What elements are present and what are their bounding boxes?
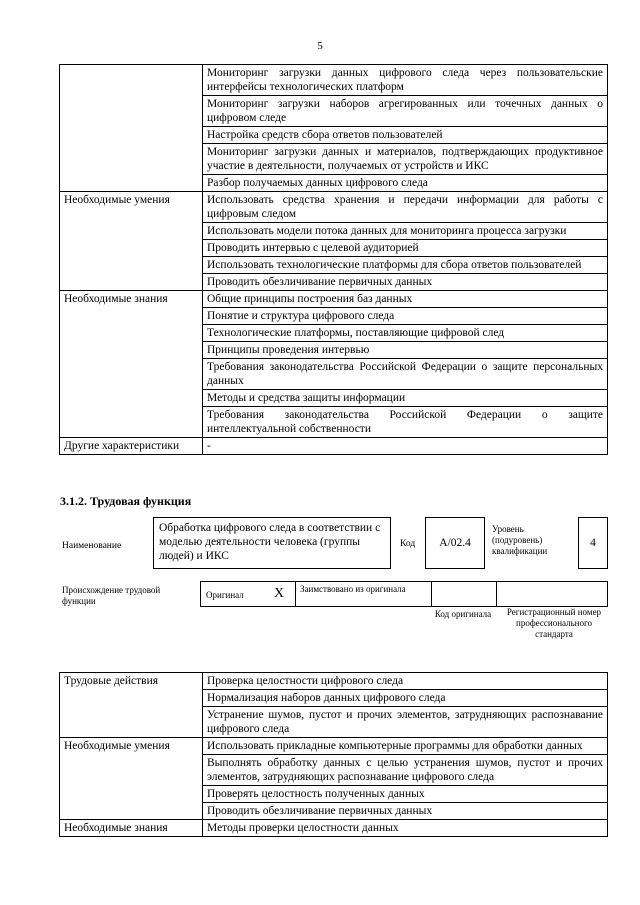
origin-box	[200, 581, 608, 607]
function-name-box	[153, 517, 391, 569]
level-label: Уровень (подуровень) квалификации	[492, 524, 548, 556]
name-label: Наименование	[62, 541, 122, 551]
row-label: Трудовые действия	[60, 673, 203, 738]
row-item: Принципы проведения интервью	[203, 342, 608, 359]
table-row	[60, 820, 608, 837]
row-item: Использовать модели потока данных для мониторинга процесса загрузки	[203, 223, 608, 240]
level-value: 4	[590, 537, 596, 549]
code-box	[425, 517, 485, 569]
row-item: Проводить интервью с целевой аудиторией	[203, 240, 608, 257]
row-label: Необходимые умения	[60, 738, 203, 820]
row-label: Необходимые знания	[60, 291, 203, 438]
row-item: Мониторинг загрузки данных и материалов, подтверждающих продуктивное участие в деятельности, получаемых от устройств и ИКС	[203, 144, 608, 175]
row-item: Разбор получаемых данных цифрового следа	[203, 175, 608, 192]
row-item: Методы и средства защиты информации	[203, 390, 608, 407]
function-name-value: Обработка цифрового следа в соответствии с моделью деятельности человека (группы людей) и ИКС	[159, 522, 381, 562]
table-row	[60, 438, 608, 455]
row-item: Проверять целостность полученных данных	[203, 786, 608, 803]
row-item: Проверка целостности цифрового следа	[203, 673, 608, 690]
original-label: Оригинал	[206, 590, 244, 600]
code-caption: Код оригинала	[434, 609, 492, 619]
row-label: Необходимые умения	[60, 192, 203, 291]
row-item: Использовать средства хранения и передачи информации для работы с цифровым следом	[203, 192, 608, 223]
section-title: 3.1.2. Трудовая функция	[60, 494, 192, 508]
original-mark: X	[274, 586, 285, 601]
borrowed-label: Заимствовано из оригинала	[300, 584, 406, 594]
competency-table-1	[59, 64, 608, 455]
row-item: Требования законодательства Российской Федерации о защите персональных данных	[203, 359, 608, 390]
row-item: Мониторинг загрузки наборов агрегированных или точечных данных о цифровом следе	[203, 96, 608, 127]
competency-table-2	[59, 672, 608, 837]
row-item: Настройка средств сбора ответов пользователей	[203, 127, 608, 144]
row-item: Методы проверки целостности данных	[203, 820, 608, 837]
table-row	[60, 291, 608, 308]
row-item: Использовать технологические платформы для сбора ответов пользователей	[203, 257, 608, 274]
row-item: Выполнять обработку данных с целью устранения шумов, пустот и прочих элементов, затрудняющих распознавание цифрового следа	[203, 755, 608, 786]
row-item: Понятие и структура цифрового следа	[203, 308, 608, 325]
table-row	[60, 192, 608, 223]
row-item: Проводить обезличивание первичных данных	[203, 274, 608, 291]
row-label: Другие характеристики	[60, 438, 203, 455]
table-row	[60, 673, 608, 690]
origin-label: Происхождение трудовой функции	[62, 585, 161, 606]
code-value: A/02.4	[439, 537, 471, 549]
table-row	[60, 738, 608, 755]
level-box	[578, 517, 608, 569]
row-item: Общие принципы построения баз данных	[203, 291, 608, 308]
row-item: Нормализация наборов данных цифрового следа	[203, 690, 608, 707]
row-item: Устранение шумов, пустот и прочих элементов, затрудняющих распознавание цифрового следа	[203, 707, 608, 738]
row-item: Требования законодательства Российской Федерации о защите интеллектуальной собственности	[203, 407, 608, 438]
row-label	[60, 65, 203, 192]
code-label: Код	[400, 539, 416, 549]
row-label: Необходимые знания	[60, 820, 203, 837]
row-item: Проводить обезличивание первичных данных	[203, 803, 608, 820]
row-item: Использовать прикладные компьютерные программы для обработки данных	[203, 738, 608, 755]
row-item: -	[203, 438, 608, 455]
page-number: 5	[317, 40, 323, 52]
table-row	[60, 65, 608, 96]
reg-caption: Регистрационный номер профессионального стандарта	[506, 607, 602, 639]
row-item: Мониторинг загрузки данных цифрового следа через пользовательские интерфейсы технологических платформ	[203, 65, 608, 96]
row-item: Технологические платформы, поставляющие цифровой след	[203, 325, 608, 342]
